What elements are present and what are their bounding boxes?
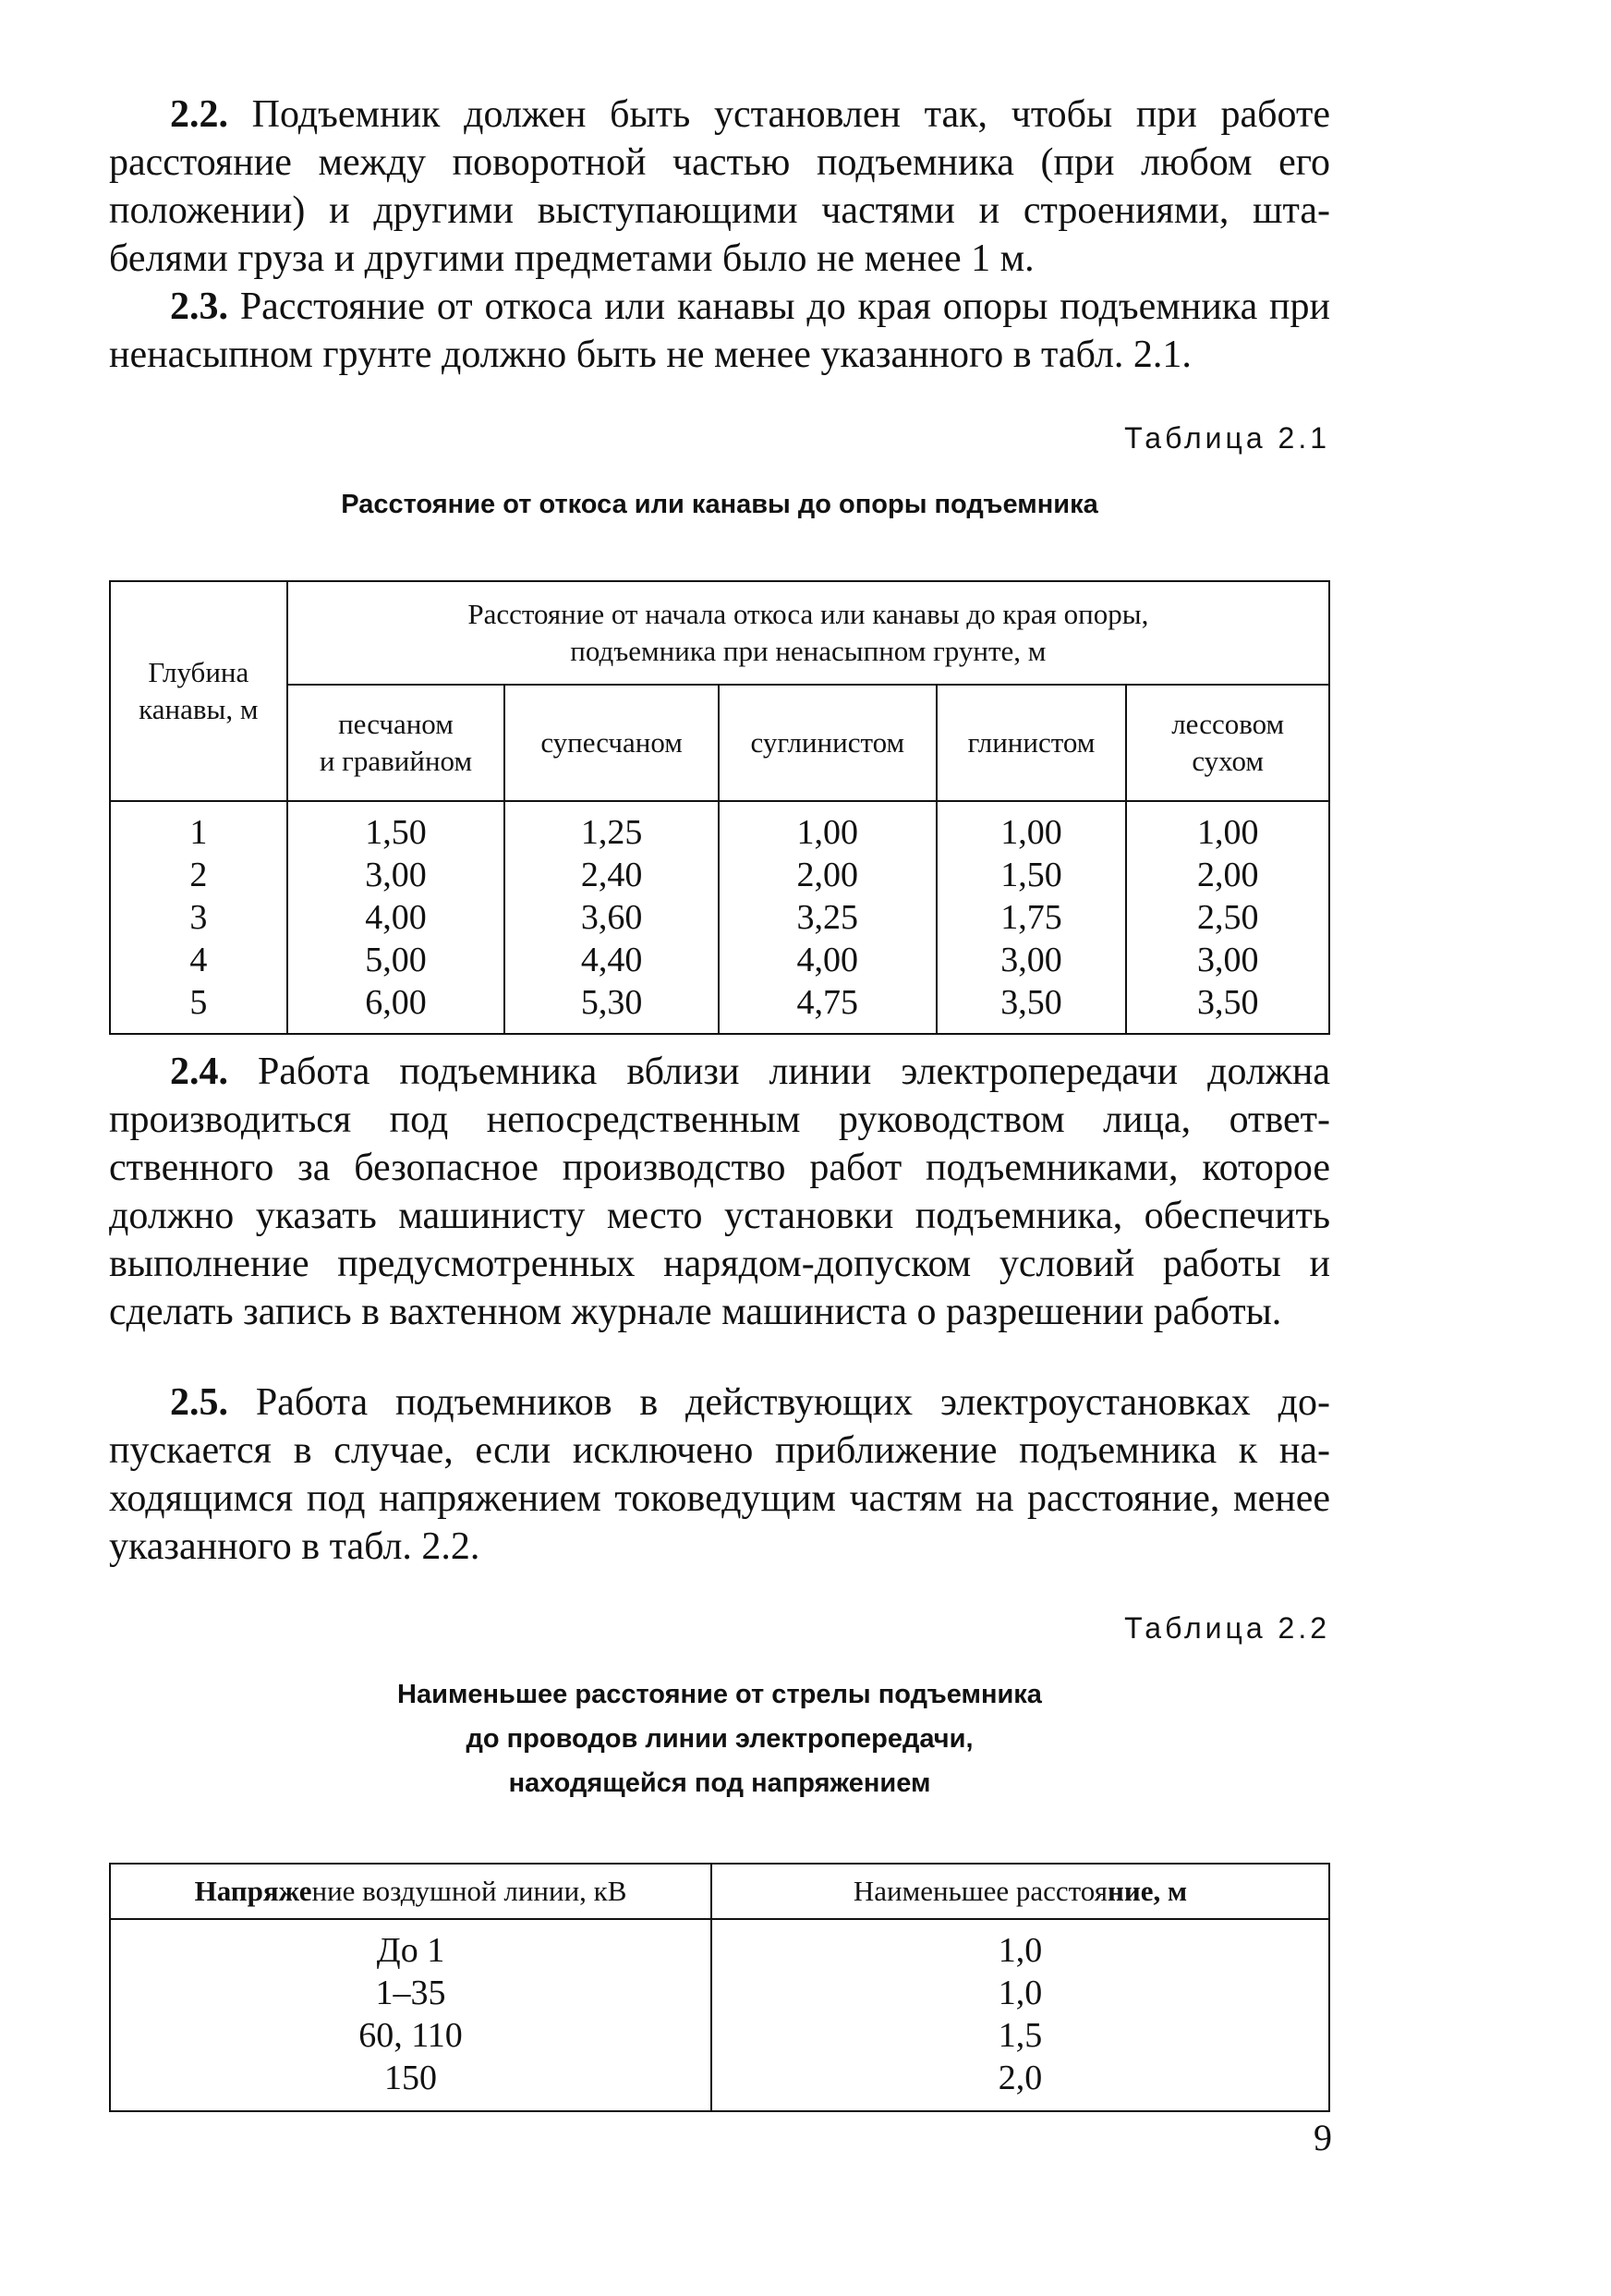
clay-values: 1,00 1,50 1,75 3,00 3,50 xyxy=(937,801,1127,1034)
paragraph-text: Подъемник должен быть установлен так, чтобы при работе расстояние между поворотной частью подъемника (при любом его положении) и другими выступающими частями и строениями, штабелями груза и другими предметами было не менее 1 м. xyxy=(109,93,1330,280)
table-title: Расстояние от откоса или канавы до опоры подъемника xyxy=(341,490,1098,519)
paragraph-number: 2.4. xyxy=(170,1051,228,1093)
paragraph-number: 2.5. xyxy=(170,1381,228,1424)
header-distance-group: Расстояние от начала откоса или канавы до края опоры, подъемника при ненасыпном грунте, м xyxy=(287,581,1329,685)
header-distance: Наименьшее расстояние, м xyxy=(711,1864,1329,1919)
voltage-distance-table xyxy=(109,1863,1330,2112)
loess-values: 1,00 2,00 2,50 3,00 3,50 xyxy=(1126,801,1329,1034)
paragraph-number: 2.3. xyxy=(170,285,228,328)
header-clay: глинистом xyxy=(937,685,1127,801)
paragraph-2-4 xyxy=(109,1048,1330,1336)
table-label: Таблица 2.2 xyxy=(1124,1611,1330,1645)
paragraph-2-2 xyxy=(109,91,1330,283)
distance-values: 1,0 1,0 1,5 2,0 xyxy=(711,1919,1329,2111)
loam-values: 1,00 2,00 3,25 4,00 4,75 xyxy=(719,801,937,1034)
voltage-values: До 1 1–35 60, 110 150 xyxy=(110,1919,711,2111)
header-loess: лессовом сухом xyxy=(1126,685,1329,801)
paragraph-text: Работа подъемника вблизи линии электропередачи должна производиться под непосредственным руководством лица, ответственного за безопасное производство работ подъемниками, которое должно указать машинисту место установки подъемника, обеспечить выполнение предусмотренных нарядом-допуском условий работы и сделать запись в вахтенном журнале машиниста о разрешении работы. xyxy=(109,1051,1330,1333)
paragraph-2-5 xyxy=(109,1379,1330,1571)
paragraph-text: Работа подъемников в действующих электроустановках допускается в случае, если исключено приближение подъемника к находящимся под напряжением токоведущим частям на расстояние, менее указанного в табл. 2.2. xyxy=(109,1381,1330,1568)
depth-column: 1 2 3 4 5 xyxy=(110,801,287,1034)
paragraph-number: 2.2. xyxy=(170,93,228,136)
sandy-loam-values: 1,25 2,40 3,60 4,40 5,30 xyxy=(504,801,719,1034)
header-sandy-loam: супесчаном xyxy=(504,685,719,801)
header-voltage: Напряжение воздушной линии, кВ xyxy=(110,1864,711,1919)
table-row xyxy=(110,801,1329,1034)
header-depth: Глубина канавы, м xyxy=(110,581,287,801)
header-sand: песчаном и гравийном xyxy=(287,685,505,801)
sand-values: 1,50 3,00 4,00 5,00 6,00 xyxy=(287,801,505,1034)
table-label: Таблица 2.1 xyxy=(1124,421,1330,455)
table-title: Наименьшее расстояние от стрелы подъемника до проводов линии электропередачи, находящейся под напряжением xyxy=(397,1680,1042,1798)
paragraph-2-3 xyxy=(109,283,1330,379)
page-number: 9 xyxy=(1314,2117,1332,2158)
table-row xyxy=(110,1919,1329,2111)
soil-distance-table xyxy=(109,580,1330,1035)
header-loam: суглинистом xyxy=(719,685,937,801)
paragraph-text: Расстояние от откоса или канавы до края опоры подъемника при ненасыпном грунте должно быть не менее указанного в табл. 2.1. xyxy=(109,285,1330,376)
